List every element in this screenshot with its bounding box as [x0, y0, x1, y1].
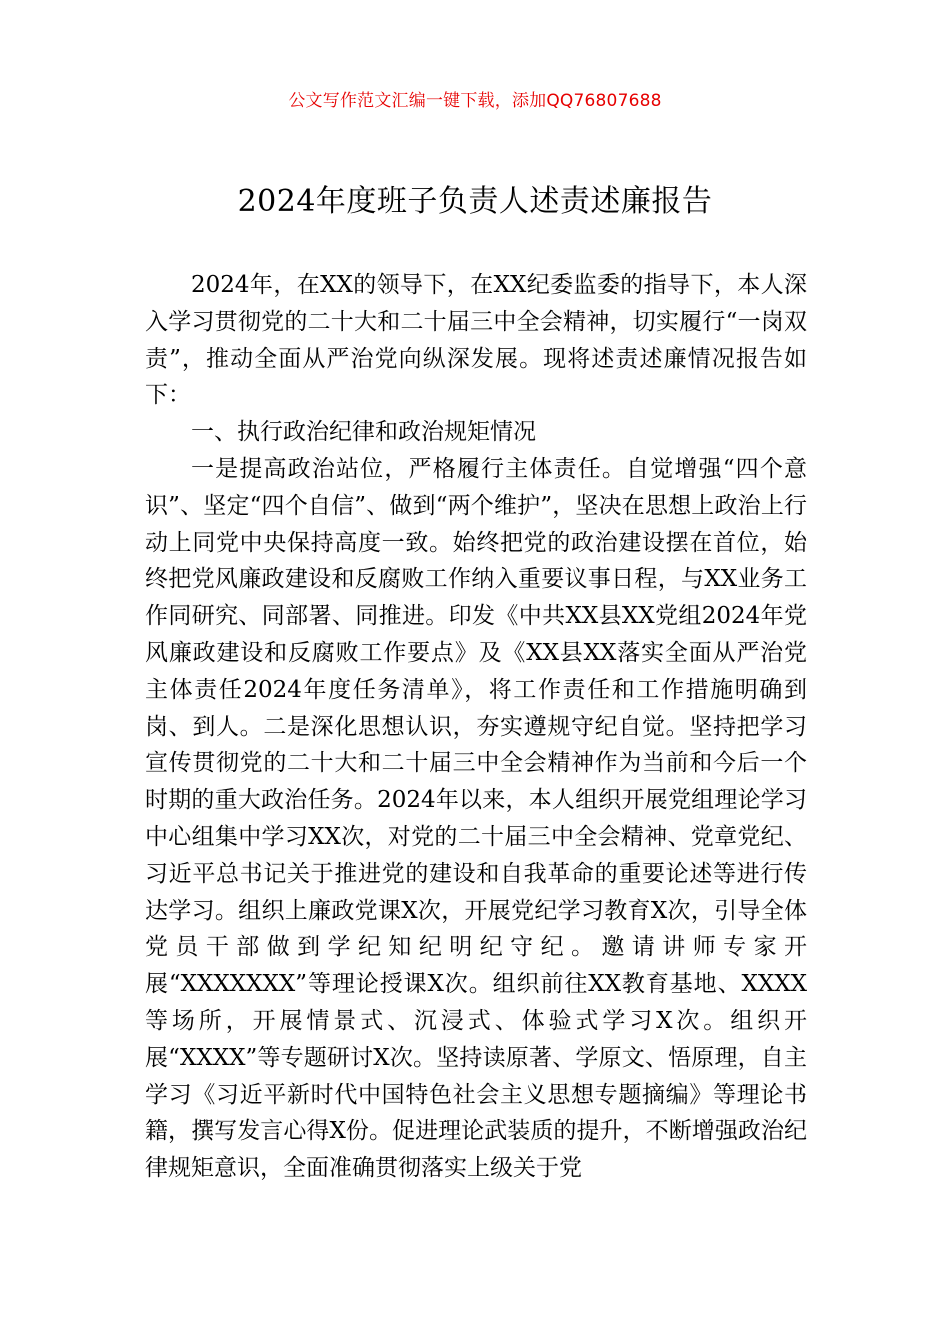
page-title: 2024年度班子负责人述责述廉报告 — [237, 184, 713, 219]
section-heading: 一、执行政治纪律和政治规矩情况 — [191, 419, 536, 446]
body-paragraph: 一是提高政治站位，严格履行主体责任。自觉增强“四个意识”、坚定“四个自信”、做到“两个维护”，坚决在思想上政治上行动上同党中央保持高度一致。始终把党的政治建设摆在首位，始终把党风廉政建设和反腐败工作纳入重要议事日程，与XX业务工作同研究、同部署、同推进。印发《中共XX县XX党组2024年党风廉政建设和反腐败工作要点》及《XX县XX落实全面从严治党主体责任2024年度任务清单》，将工作责任和工作措施明确到岗、到人。二是深化思想认识，夯实遵规守纪自觉。坚持把学习宣传贯彻党的二十大和二十届三中全会精神作为当前和今后一个时期的重大政治任务。2024年以来，本人组织开展党组理论学习中心组集中学习XX次，对党的二十届三中全会精神、党章党纪、习近平总书记关于推进党的建设和自我革命的重要论述等进行传达学习。组织上廉政党课X次，开展党纪学习教育X次，引导全体党员干部做到学纪知纪明纪守纪。邀请讲师专家开展“XXXXXXX”等理论授课X次。组织前往XX教育基地、XXXX等场所，开展情景式、沉浸式、体验式学习X次。组织开展“XXXX”等专题研讨X次。坚持读原著、学原文、悟原理，自主学习《习近平新时代中国特色社会主义思想专题摘编》等理论书籍，撰写发言心得X份。促进理论武装质的提升，不断增强政治纪律规矩意识，全面准确贯彻落实上级关于党 — [145, 455, 807, 1182]
header-note: 公文写作范文汇编一键下载，添加QQ76807688 — [288, 91, 662, 111]
intro-paragraph: 2024年，在XX的领导下，在XX纪委监委的指导下，本人深入学习贯彻党的二十大和二十届三中全会精神，切实履行“一岗双责”，推动全面从严治党向纵深发展。现将述责述廉情况报告如下： — [145, 272, 807, 409]
document-body — [145, 267, 807, 1187]
